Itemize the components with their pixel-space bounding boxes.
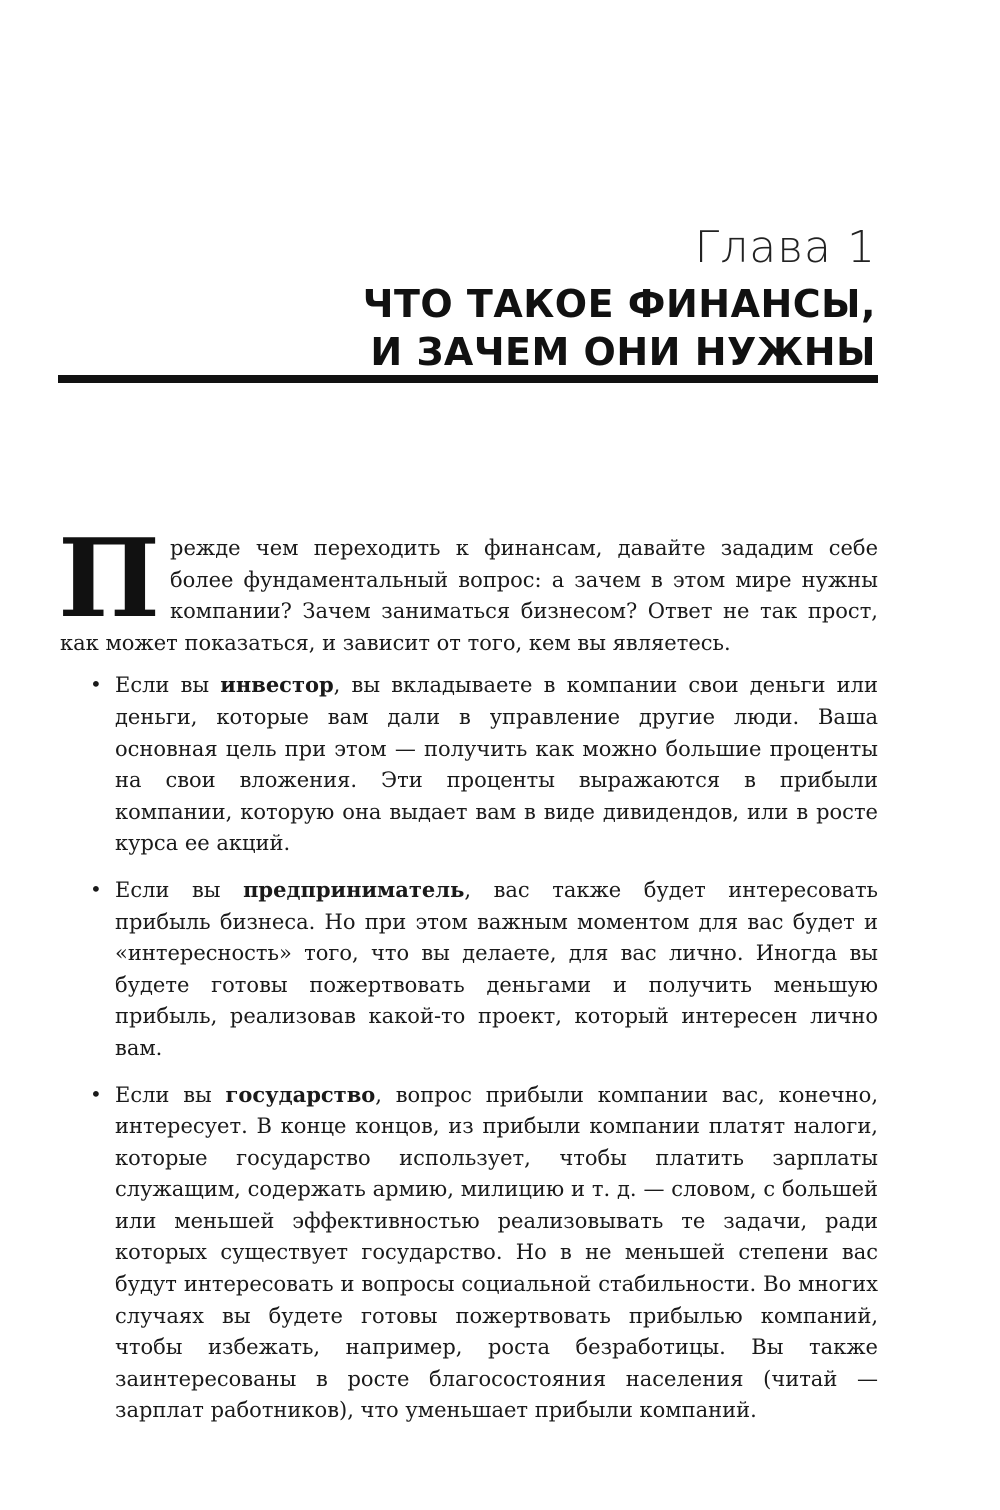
body-text [58, 516, 878, 1441]
bullet-icon: • [90, 876, 102, 901]
bullet-list [60, 669, 878, 1427]
chapter-title-line-1: ЧТО ТАКОЕ ФИНАНСЫ, [362, 282, 876, 326]
chapter-label: Глава 1 [694, 222, 876, 273]
bullet-item-state [60, 1079, 878, 1428]
bullet-keyword: государство [225, 1081, 376, 1107]
bullet-keyword: предприниматель [243, 876, 465, 902]
bullet-prefix: Если вы [115, 1082, 226, 1107]
bullet-item-investor [60, 669, 878, 860]
chapter-title [363, 280, 876, 376]
bullet-prefix: Если вы [115, 877, 244, 902]
bullet-text: , вы вкладываете в компании свои деньги или деньги, которые вам дали в управление другие люди. Ваша основная цель при этом — получить как можно большие проценты на свои вложения. Эти проценты выражаются в прибыли компании, которую она выдает вам в виде дивидендов, или в росте курса ее акций. [115, 673, 878, 856]
bullet-icon: • [90, 672, 102, 697]
bullet-text: , вас также будет интересовать прибыль бизнеса. Но при этом важным моментом для вас будет и «интересность» того, что вы делаете, для вас лично. Иногда вы будете готовы пожертвовать деньгами и получить меньшую прибыль, реализовав какой-то проект, который интересен лично вам. [115, 877, 878, 1060]
title-rule [58, 375, 878, 383]
bullet-keyword: инвестор [220, 672, 334, 698]
bullet-icon: • [90, 1081, 102, 1106]
intro-paragraph [58, 516, 878, 659]
bullet-item-entrepreneur [60, 874, 878, 1065]
chapter-title-line-2: И ЗАЧЕМ ОНИ НУЖНЫ [370, 330, 876, 374]
drop-cap: П [58, 516, 160, 642]
bullet-text: , вопрос прибыли компании вас, конечно, интересует. В конце концов, из прибыли компании платят налоги, которые государство использует, чтобы платить зарплаты служащим, содержать армию, милицию и т. д. — словом, с большей или меньшей эффективностью реализовывать те задачи, ради которых существует государство. Но в не меньшей степени вас будут интересовать и вопросы социальной стабильности. Во многих случаях вы будете готовы пожертвовать прибылью компаний, чтобы избежать, например, роста безработицы. Вы также заинтересованы в росте благосостояния населения (читай — зарплат работников), что уменьшает прибыли компаний. [115, 1082, 878, 1423]
intro-text: режде чем переходить к финансам, давайте зададим себе более фундаментальный вопрос: а зачем в этом мире нужны компании? Зачем заниматься бизнесом? Ответ не так прост, как может показаться, и зависит от того, кем вы являетесь. [60, 536, 878, 655]
bullet-prefix: Если вы [115, 673, 221, 698]
